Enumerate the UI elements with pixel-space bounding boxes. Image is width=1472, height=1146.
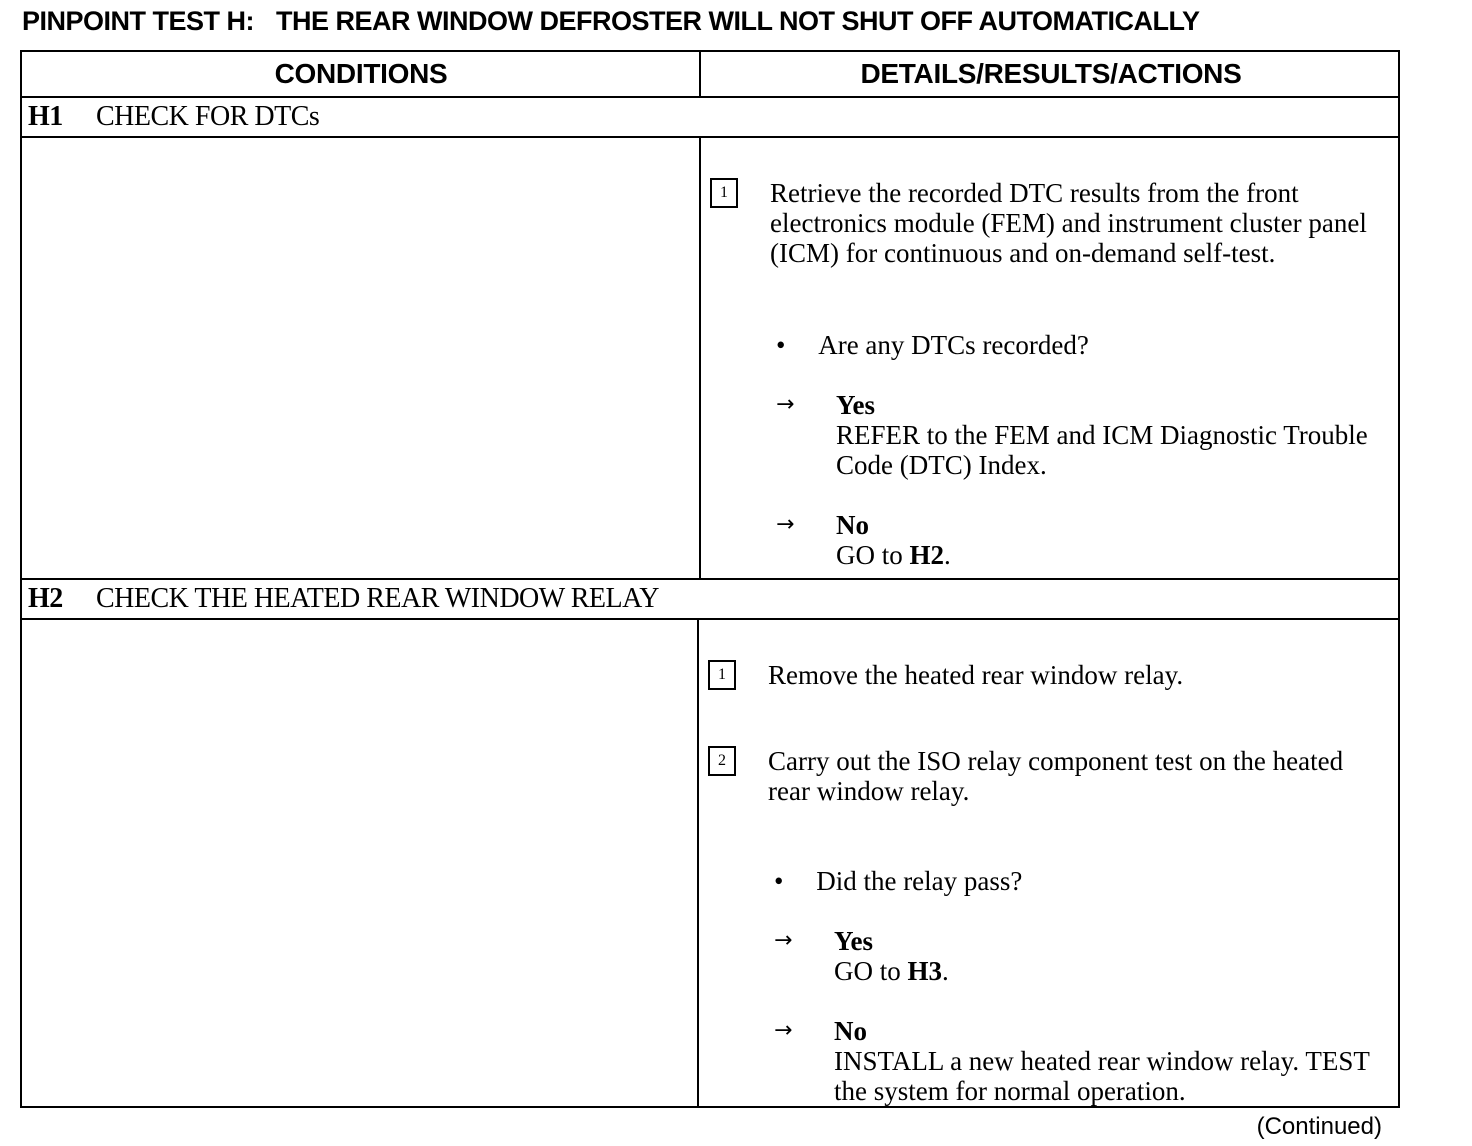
column-header-conditions: CONDITIONS [274,58,448,89]
outcome-label: No [834,1016,867,1046]
arrow-icon: → [774,1018,793,1043]
title-text: THE REAR WINDOW DEFROSTER WILL NOT SHUT OFF AUTOMATICALLY [276,6,1200,36]
title-prefix: PINPOINT TEST H: [22,6,255,36]
outcome-label: Yes [836,390,875,420]
question-h1 [776,330,1089,360]
column-divider [699,52,701,98]
continued-note: (Continued) [1256,1113,1382,1140]
question-h2 [774,866,1022,896]
outcome-label: Yes [834,926,873,956]
outcome-text-suffix: . [944,540,951,570]
arrow-icon: → [774,928,793,953]
outcome-text-prefix: GO to [836,540,910,570]
pinpoint-table [20,50,1400,1108]
outcome-text: INSTALL a new heated rear window relay. TEST the system for normal operation. [834,1046,1370,1106]
column-divider [699,138,701,580]
outcome-label: No [836,510,869,540]
section-id: H1 [28,101,63,132]
section-id: H2 [28,583,63,614]
step-text: Retrieve the recorded DTC results from the front electronics module (FEM) and instrument cluster panel (ICM) for continuous and on-demand self-test. [770,178,1367,268]
step-number-box: 2 [708,746,736,776]
step-number-box: 1 [710,178,738,208]
outcome-h2-yes [834,926,1374,986]
outcome-text-suffix: . [942,956,949,986]
column-header-details: DETAILS/RESULTS/ACTIONS [860,58,1242,89]
section-title: CHECK THE HEATED REAR WINDOW RELAY [96,583,659,614]
outcome-h1-yes [836,390,1376,480]
page-title [22,6,1199,37]
bullet-icon: • [774,866,784,896]
outcome-h1-no [836,510,1376,570]
section-header-h2 [28,580,659,618]
arrow-icon: → [776,392,795,417]
arrow-icon: → [776,512,795,537]
outcome-h2-no [834,1016,1379,1106]
outcome-text-prefix: GO to [834,956,908,986]
section-header-h1 [28,98,319,136]
section-title: CHECK FOR DTCs [96,101,320,132]
column-divider [697,620,699,1108]
question-text: Are any DTCs recorded? [818,330,1089,360]
step-number-box: 1 [708,660,736,690]
step-text: Carry out the ISO relay component test on the heated rear window relay. [768,746,1344,806]
outcome-ref: H2 [909,540,945,570]
outcome-text: REFER to the FEM and ICM Diagnostic Trouble Code (DTC) Index. [836,420,1368,480]
question-text: Did the relay pass? [816,866,1023,896]
outcome-ref: H3 [907,956,943,986]
step-text: Remove the heated rear window relay. [768,660,1184,690]
bullet-icon: • [776,330,786,360]
